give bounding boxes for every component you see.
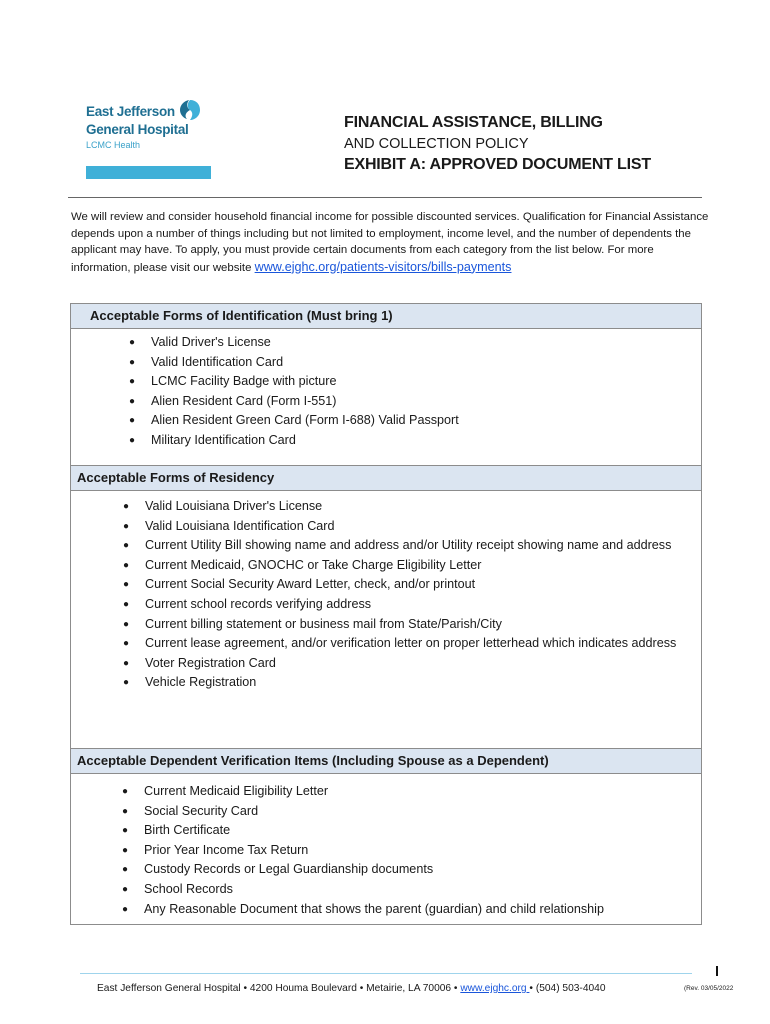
list-item: ● Current school records verifying address (145, 595, 685, 615)
section-heading: Acceptable Forms of Residency (77, 470, 275, 485)
section-header-residency (71, 466, 701, 490)
list-item: ● Valid Louisiana Driver's License (145, 497, 685, 517)
bullet-icon: ● (129, 415, 136, 427)
list-item: ● Any Reasonable Document that shows the parent (guardian) and child relationship (144, 900, 694, 920)
bullet-icon: ● (123, 618, 130, 630)
identification-list (129, 333, 459, 451)
list-item: ● Custody Records or Legal Guardianship documents (144, 860, 694, 880)
bullet-icon: ● (122, 864, 129, 876)
bullet-icon: ● (123, 657, 130, 669)
list-item: ● Current Social Security Award Letter, check, and/or printout (145, 575, 685, 595)
bullet-icon: ● (122, 786, 129, 797)
dependent-list (122, 782, 694, 919)
section-divider (71, 328, 701, 329)
logo-name-line1: East Jefferson (86, 104, 175, 119)
bullet-icon: ● (123, 520, 130, 532)
title-line-1: FINANCIAL ASSISTANCE, BILLING (344, 114, 603, 131)
section-header-dependents (71, 749, 701, 773)
website-link[interactable]: www.ejghc.org/patients-visitors/bills-payments (254, 259, 512, 274)
section-header-identification (71, 304, 701, 328)
footer-divider (80, 973, 692, 974)
section-divider (71, 773, 701, 774)
bullet-icon: ● (123, 677, 130, 689)
document-list-table (70, 303, 702, 925)
logo-mark-icon (178, 98, 202, 122)
footer-website-link[interactable]: www.ejghc.org (460, 983, 530, 994)
document-title (344, 112, 724, 176)
list-item: ● Valid Driver's License (151, 333, 459, 353)
bullet-icon: ● (129, 356, 136, 368)
bullet-icon: ● (122, 883, 129, 895)
bullet-icon: ● (123, 638, 130, 650)
list-item: ● Current lease agreement, and/or verification letter on proper letterhead which indicates address (145, 634, 685, 654)
list-item: ● Valid Louisiana Identification Card (145, 517, 685, 537)
bullet-icon: ● (123, 559, 130, 571)
page-marker (716, 966, 718, 976)
logo-accent-bar (86, 166, 211, 179)
list-item: ● Military Identification Card (151, 431, 459, 451)
section-heading: Acceptable Forms of Identification (Must bring 1) (90, 308, 393, 323)
bullet-icon: ● (122, 844, 129, 856)
footer-text: East Jefferson General Hospital • 4200 Houma Boulevard • Metairie, LA 70006 • (97, 983, 461, 994)
hospital-logo (86, 98, 216, 182)
list-item: ● LCMC Facility Badge with picture (151, 372, 459, 392)
list-item: ● Valid Identification Card (151, 353, 459, 373)
bullet-icon: ● (122, 805, 129, 817)
list-item: ● Vehicle Registration (145, 673, 685, 693)
bullet-icon: ● (123, 501, 130, 512)
list-item: ● Alien Resident Card (Form I-551) (151, 392, 459, 412)
bullet-icon: ● (129, 395, 136, 407)
bullet-icon: ● (122, 903, 129, 915)
list-item: ● Current billing statement or business mail from State/Parish/City (145, 615, 685, 635)
logo-subtitle: LCMC Health (86, 140, 141, 150)
bullet-icon: ● (123, 579, 130, 591)
list-item: ● Alien Resident Green Card (Form I-688) Valid Passport (151, 411, 459, 431)
intro-text: We will review and consider household financial income for possible discounted services. Qualification for Financial Assistance depends upon a number of things including but not limited to employment, income level, and the number of dependents the applicant may have. To apply, you must provide certain documents from each category from the list below. For more information, please visit our website (71, 211, 709, 274)
footer-address (97, 983, 606, 994)
revision-date: (Rev. 03/05/2022 (684, 985, 734, 992)
footer-phone: • (504) 503-4040 (529, 983, 606, 994)
list-item: ● Voter Registration Card (145, 654, 685, 674)
list-item: ● Social Security Card (144, 802, 694, 822)
list-item: ● Current Utility Bill showing name and address and/or Utility receipt showing name and address (145, 536, 685, 556)
list-item: ● Current Medicaid, GNOCHC or Take Charge Eligibility Letter (145, 556, 685, 576)
section-divider (71, 490, 701, 491)
title-line-3: EXHIBIT A: APPROVED DOCUMENT LIST (344, 156, 651, 173)
section-heading: Acceptable Dependent Verification Items (Including Spouse as a Dependent) (77, 753, 549, 768)
intro-paragraph (71, 209, 711, 276)
logo-name-line2: General Hospital (86, 122, 189, 137)
bullet-icon: ● (129, 376, 136, 388)
header-divider (68, 197, 702, 198)
list-item: ● Current Medicaid Eligibility Letter (144, 782, 694, 802)
bullet-icon: ● (123, 598, 130, 610)
bullet-icon: ● (129, 337, 136, 348)
bullet-icon: ● (122, 825, 129, 837)
list-item: ● Birth Certificate (144, 821, 694, 841)
bullet-icon: ● (129, 434, 136, 446)
list-item: ● Prior Year Income Tax Return (144, 841, 694, 861)
list-item: ● School Records (144, 880, 694, 900)
title-line-2: AND COLLECTION POLICY (344, 136, 529, 152)
bullet-icon: ● (123, 540, 130, 552)
residency-list (123, 497, 685, 693)
